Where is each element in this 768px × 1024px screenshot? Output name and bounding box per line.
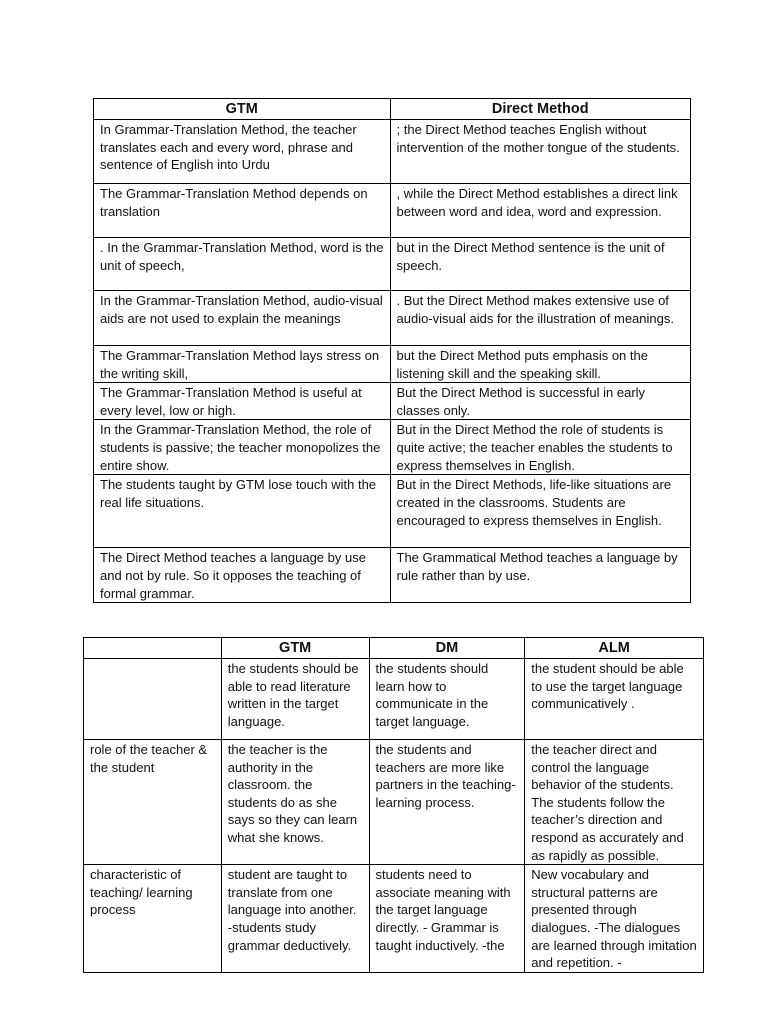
row-label-cell: role of the teacher & the student: [84, 740, 222, 865]
table-row: [84, 865, 704, 973]
table-header-row: [84, 638, 704, 659]
table-cell: the students and teachers are more like partners in the teaching-learning process.: [369, 740, 525, 865]
column-header-gtm: GTM: [221, 638, 369, 659]
table-cell: The students taught by GTM lose touch with the real life situations.: [94, 475, 391, 548]
table-cell: The Grammar-Translation Method is useful at every level, low or high.: [94, 383, 391, 420]
table-cell: In the Grammar-Translation Method, the role of students is passive; the teacher monopolizes the entire show.: [94, 420, 391, 475]
column-header-gtm: GTM: [94, 99, 391, 120]
table-cell: . But the Direct Method makes extensive use of audio-visual aids for the illustration of meanings.: [390, 291, 691, 346]
table-cell: But in the Direct Method the role of students is quite active; the teacher enables the students to express themselves in English.: [390, 420, 691, 475]
table-cell: The Grammar-Translation Method lays stress on the writing skill,: [94, 346, 391, 383]
table-row: [94, 120, 691, 184]
table-cell: The Grammar-Translation Method depends on translation: [94, 184, 391, 238]
table-cell: the student should be able to use the target language communicatively .: [525, 659, 704, 740]
table-cell: but the Direct Method puts emphasis on the listening skill and the speaking skill.: [390, 346, 691, 383]
table-cell: , while the Direct Method establishes a direct link between word and idea, word and expression.: [390, 184, 691, 238]
column-header-dm: DM: [369, 638, 525, 659]
table-row: [94, 420, 691, 475]
table-row: [94, 475, 691, 548]
table-row: [94, 383, 691, 420]
table-cell: In the Grammar-Translation Method, audio-visual aids are not used to explain the meanings: [94, 291, 391, 346]
table-row: [94, 346, 691, 383]
table-cell: the students should be able to read literature written in the target language.: [221, 659, 369, 740]
table-cell: The Direct Method teaches a language by use and not by rule. So it opposes the teaching of formal grammar.: [94, 548, 391, 603]
row-label-cell: characteristic of teaching/ learning process: [84, 865, 222, 973]
table-cell: but in the Direct Method sentence is the unit of speech.: [390, 238, 691, 291]
table-cell: students need to associate meaning with the target language directly. - Grammar is taught inductively. -the: [369, 865, 525, 973]
table-cell: the teacher is the authority in the classroom. the students do as she says so they can learn what she knows.: [221, 740, 369, 865]
table-row: [94, 238, 691, 291]
table-row: [84, 740, 704, 865]
table-cell: But the Direct Method is successful in early classes only.: [390, 383, 691, 420]
column-header-direct-method: Direct Method: [390, 99, 691, 120]
table-cell: the teacher direct and control the language behavior of the students. The students follow the teacher’s direction and respond as accurately and as rapidly as possible.: [525, 740, 704, 865]
table-cell: New vocabulary and structural patterns are presented through dialogues. -The dialogues are learned through imitation and repetition. -: [525, 865, 704, 973]
column-header-alm: ALM: [525, 638, 704, 659]
table-cell: student are taught to translate from one language into another. -students study grammar deductively.: [221, 865, 369, 973]
table-cell: the students should learn how to communicate in the target language.: [369, 659, 525, 740]
column-header-empty: [84, 638, 222, 659]
table-header-row: [94, 99, 691, 120]
table-row: [94, 291, 691, 346]
table-row: [84, 659, 704, 740]
table-row: [94, 548, 691, 603]
table-row: [94, 184, 691, 238]
table-cell: But in the Direct Methods, life-like situations are created in the classrooms. Students are encouraged to express themselves in English.: [390, 475, 691, 548]
table-cell: The Grammatical Method teaches a language by rule rather than by use.: [390, 548, 691, 603]
row-label-cell: [84, 659, 222, 740]
gtm-dm-alm-table: [83, 637, 704, 973]
table-cell: In Grammar-Translation Method, the teacher translates each and every word, phrase and sentence of English into Urdu: [94, 120, 391, 184]
table-cell: . In the Grammar-Translation Method, word is the unit of speech,: [94, 238, 391, 291]
gtm-vs-direct-method-table: [93, 98, 691, 603]
table-cell: ; the Direct Method teaches English without intervention of the mother tongue of the students.: [390, 120, 691, 184]
